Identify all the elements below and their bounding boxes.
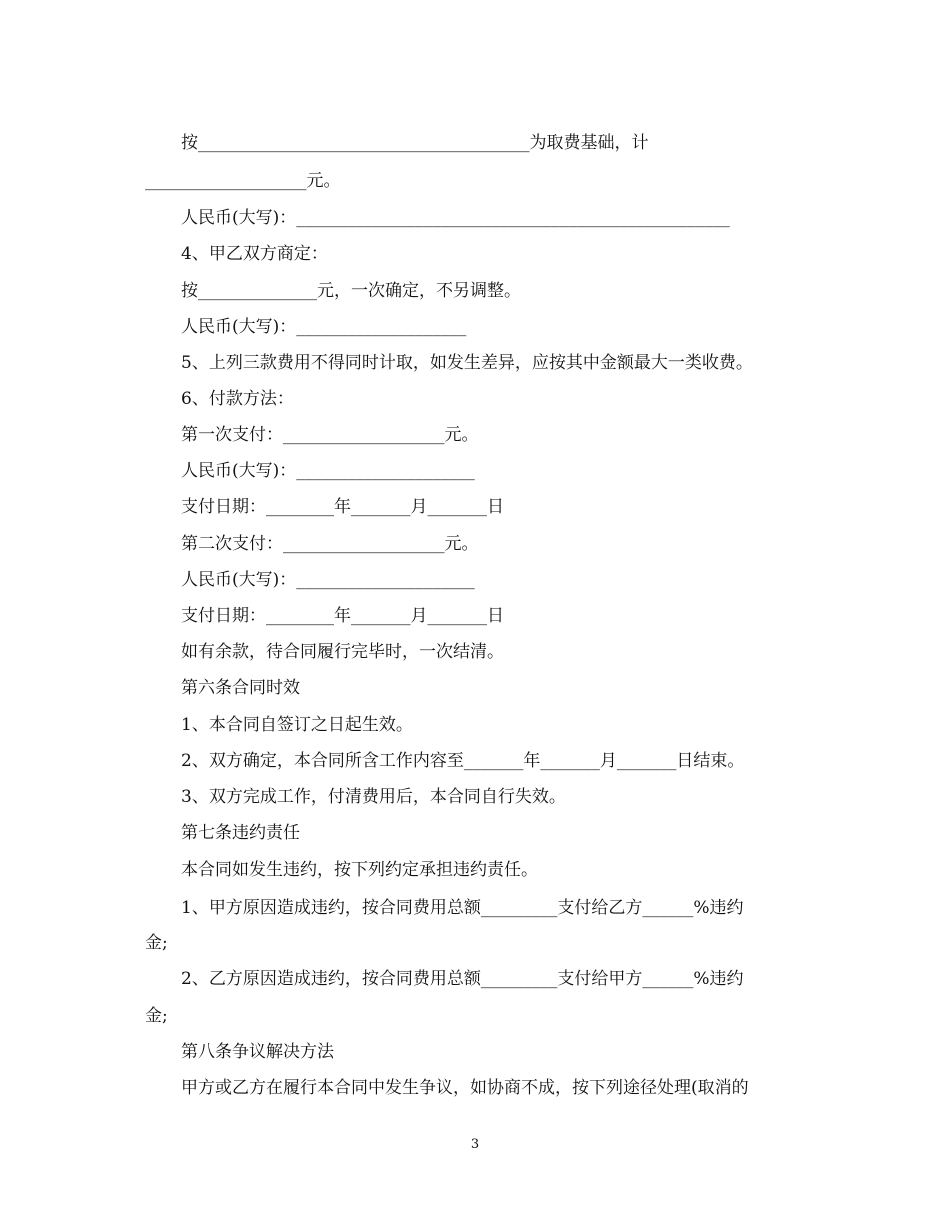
section-heading: 第六条合同时效 — [181, 678, 300, 698]
text-line: 支付日期：________年_______月_______日 — [181, 606, 504, 626]
text-line: 按______________元，一次确定，不另调整。 — [181, 281, 521, 301]
text-line: 人民币(大写)：____________________ — [181, 317, 467, 337]
text-line: 甲方或乙方在履行本合同中发生争议，如协商不成，按下列途径处理(取消的 — [181, 1078, 749, 1098]
text-line: 支付日期：________年_______月_______日 — [181, 497, 504, 517]
text-line: 4、甲乙双方商定： — [181, 244, 328, 264]
text-line: 1、甲方原因造成违约，按合同费用总额_________支付给乙方______%违约 — [181, 898, 744, 918]
text-line: 1、本合同自签订之日起生效。 — [181, 715, 413, 735]
text-line: 2、乙方原因造成违约，按合同费用总额_________支付给甲方______%违约 — [181, 969, 744, 989]
text-line: ___________________元。 — [145, 171, 341, 191]
text-line: 本合同如发生违约，按下列约定承担违约责任。 — [181, 860, 538, 880]
text-line: 6、付款方法： — [181, 389, 294, 409]
section-heading: 第七条违约责任 — [181, 823, 300, 843]
text-line: 人民币(大写)：_____________________ — [181, 461, 475, 481]
section-heading: 第八条争议解决方法 — [181, 1042, 334, 1062]
text-line: 如有余款，待合同履行完毕时，一次结清。 — [181, 642, 504, 662]
text-line: 第一次支付：___________________元。 — [181, 425, 479, 445]
page-number: 3 — [470, 1137, 480, 1152]
text-line: 5、上列三款费用不得同时计取，如发生差异，应按其中金额最大一类收费。 — [181, 353, 753, 373]
text-line: 2、双方确定，本合同所含工作内容至_______年_______月_______日结束。 — [181, 751, 745, 771]
text-line: 按_______________________________________为取费基础，计 — [181, 133, 649, 153]
text-line: 金; — [145, 933, 168, 953]
text-line: 第二次支付：___________________元。 — [181, 534, 479, 554]
text-line: 人民币(大写)：___________________________________________________ — [181, 208, 730, 228]
text-line: 人民币(大写)：_____________________ — [181, 570, 475, 590]
text-line: 金; — [145, 1006, 168, 1026]
text-line: 3、双方完成工作，付清费用后，本合同自行失效。 — [181, 787, 566, 807]
